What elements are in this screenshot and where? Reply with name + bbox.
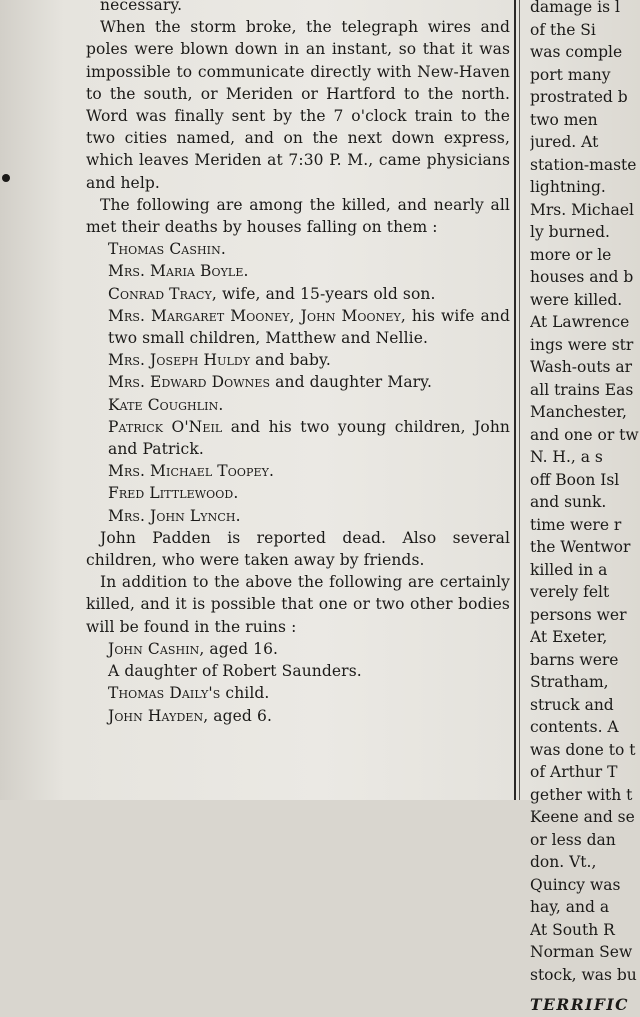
paragraph-storm: When the storm broke, the telegraph wires and poles were blown down in an instant, so that it was impossible to communicate directly with New-Haven to the south, or Meriden or Hartford to the north. Word was finally sent by the 7 o'clock train to the two cities named, and on the next down express, which leaves Meriden at 7:30 P. M., came physicians and help. [86,18,510,192]
entry-name: Kate Coughlin. [108,395,224,414]
right-column-line: At Lawrence [530,313,630,331]
right-column-line: more or le [530,245,612,264]
right-column-line: Mrs. Michael [530,200,634,219]
name-entry [86,638,510,660]
paragraph-padden: John Padden is reported dead. Also several children, who were taken away by friends. [86,528,510,570]
entry-name: Mrs. Margaret Mooney, John Mooney, [108,306,406,325]
entry-name: John Hayden, [108,706,209,725]
entry-name: Thomas Cashin. [108,240,226,259]
name-entry [86,682,510,704]
right-column-line: Manchester, [530,403,627,421]
name-entry [86,371,510,393]
right-column-line: all trains Eas [530,380,634,399]
name-entry [86,394,510,416]
entry-detail: child. [220,684,270,703]
right-column-line: verely felt [530,583,610,601]
right-column-line: lightning. [530,178,606,196]
entry-name: Mrs. Maria Boyle. [108,262,249,281]
right-column-line: the Wentwor [530,538,631,556]
name-entry [86,482,510,504]
right-column-line: hay, and a [530,898,610,916]
right-column-line: two men [530,110,598,129]
right-column-line: persons wer [530,605,627,624]
name-entry [86,660,510,682]
entry-name: Fred Littlewood. [108,484,239,503]
name-entry [86,349,510,371]
entry-name: Thomas Daily's [108,684,221,703]
certain-killed-list [86,638,510,727]
name-entry [86,260,510,282]
right-column-line: prostrated b [530,88,628,106]
right-column-line: and sunk. [530,493,607,511]
entry-name: Mrs. Michael Toopey. [108,462,274,481]
entry-detail: wife, and 15-years old son. [216,284,436,303]
name-entry [86,283,510,305]
right-column-line: off Boon Isl [530,470,620,489]
name-entry [86,238,510,260]
right-column-line: ings were str [530,335,634,354]
entry-detail: A daughter of Robert Saunders. [108,662,362,681]
right-column-line: At Exeter, [530,628,608,646]
killed-list [86,238,510,527]
right-column-line: and one or tw [530,425,639,444]
right-column-line: damage is l [530,0,620,16]
right-column-line: jured. At [530,133,599,151]
right-column-line: contents. A [530,718,619,736]
right-column-line: Quincy was [530,875,621,894]
right-column-line: gether with t [530,785,633,804]
right-column-line: killed in a [530,560,608,579]
right-column-line: Wash-outs ar [530,358,633,376]
margin-mark [2,174,10,182]
name-entry [86,305,510,349]
right-column-line: time were r [530,515,622,534]
entry-detail: and daughter Mary. [270,373,432,392]
column-rule [514,0,516,800]
entry-name: Mrs. Edward Downes [108,373,271,392]
right-column-line: struck and [530,695,614,714]
right-column-line: ly burned. [530,223,610,241]
right-column-line: of Arthur T [530,763,618,781]
entry-name: Patrick O'Neil [108,417,223,436]
right-column-line: Norman Sew [530,943,633,961]
entry-name: Conrad Tracy, [108,284,217,303]
entry-detail: and his two young children, John and Patrick. [108,417,510,459]
entry-detail: aged 16. [204,639,279,658]
main-column [86,0,510,727]
right-column-line: was comple [530,43,623,61]
entry-name: Mrs. Joseph Huldy [108,351,251,370]
entry-detail: aged 6. [208,706,272,725]
right-column-line: of the Si [530,20,596,39]
right-column-line: barns were [530,650,619,669]
right-column-line: Keene and se [530,808,635,826]
right-column [530,0,640,1017]
entry-name: John Cashin, [108,639,205,658]
right-column-line: were killed. [530,290,623,309]
entry-name: Mrs. John Lynch. [108,506,241,525]
column-rule-thin [519,0,520,800]
right-column-line: Stratham, [530,673,609,691]
entry-detail: his wife and two small children, Matthew and Nellie. [108,306,510,348]
right-column-line: stock, was bu [530,965,637,984]
name-entry [86,460,510,482]
right-column-line: station-maste [530,155,637,174]
right-column-line: port many [530,65,611,84]
right-column-line: N. H., a s [530,448,603,466]
right-column-line: don. Vt., [530,853,597,871]
name-entry [86,505,510,527]
paragraph-killed-intro: The following are among the killed, and nearly all met their deaths by houses falling on them : [86,195,510,237]
right-column-line: or less dan [530,830,616,849]
section-heading: TERRIFIC [530,995,629,1014]
paragraph-certain-intro: In addition to the above the following are certainly killed, and it is possible that one or two other bodies will be found in the ruins : [86,573,510,636]
top-line: necessary. [100,0,183,14]
entry-detail: and baby. [250,351,331,370]
name-entry [86,416,510,460]
right-column-line: houses and b [530,268,634,286]
right-column-line: At South R [530,920,615,939]
name-entry [86,705,510,727]
right-column-line: was done to t [530,740,636,759]
